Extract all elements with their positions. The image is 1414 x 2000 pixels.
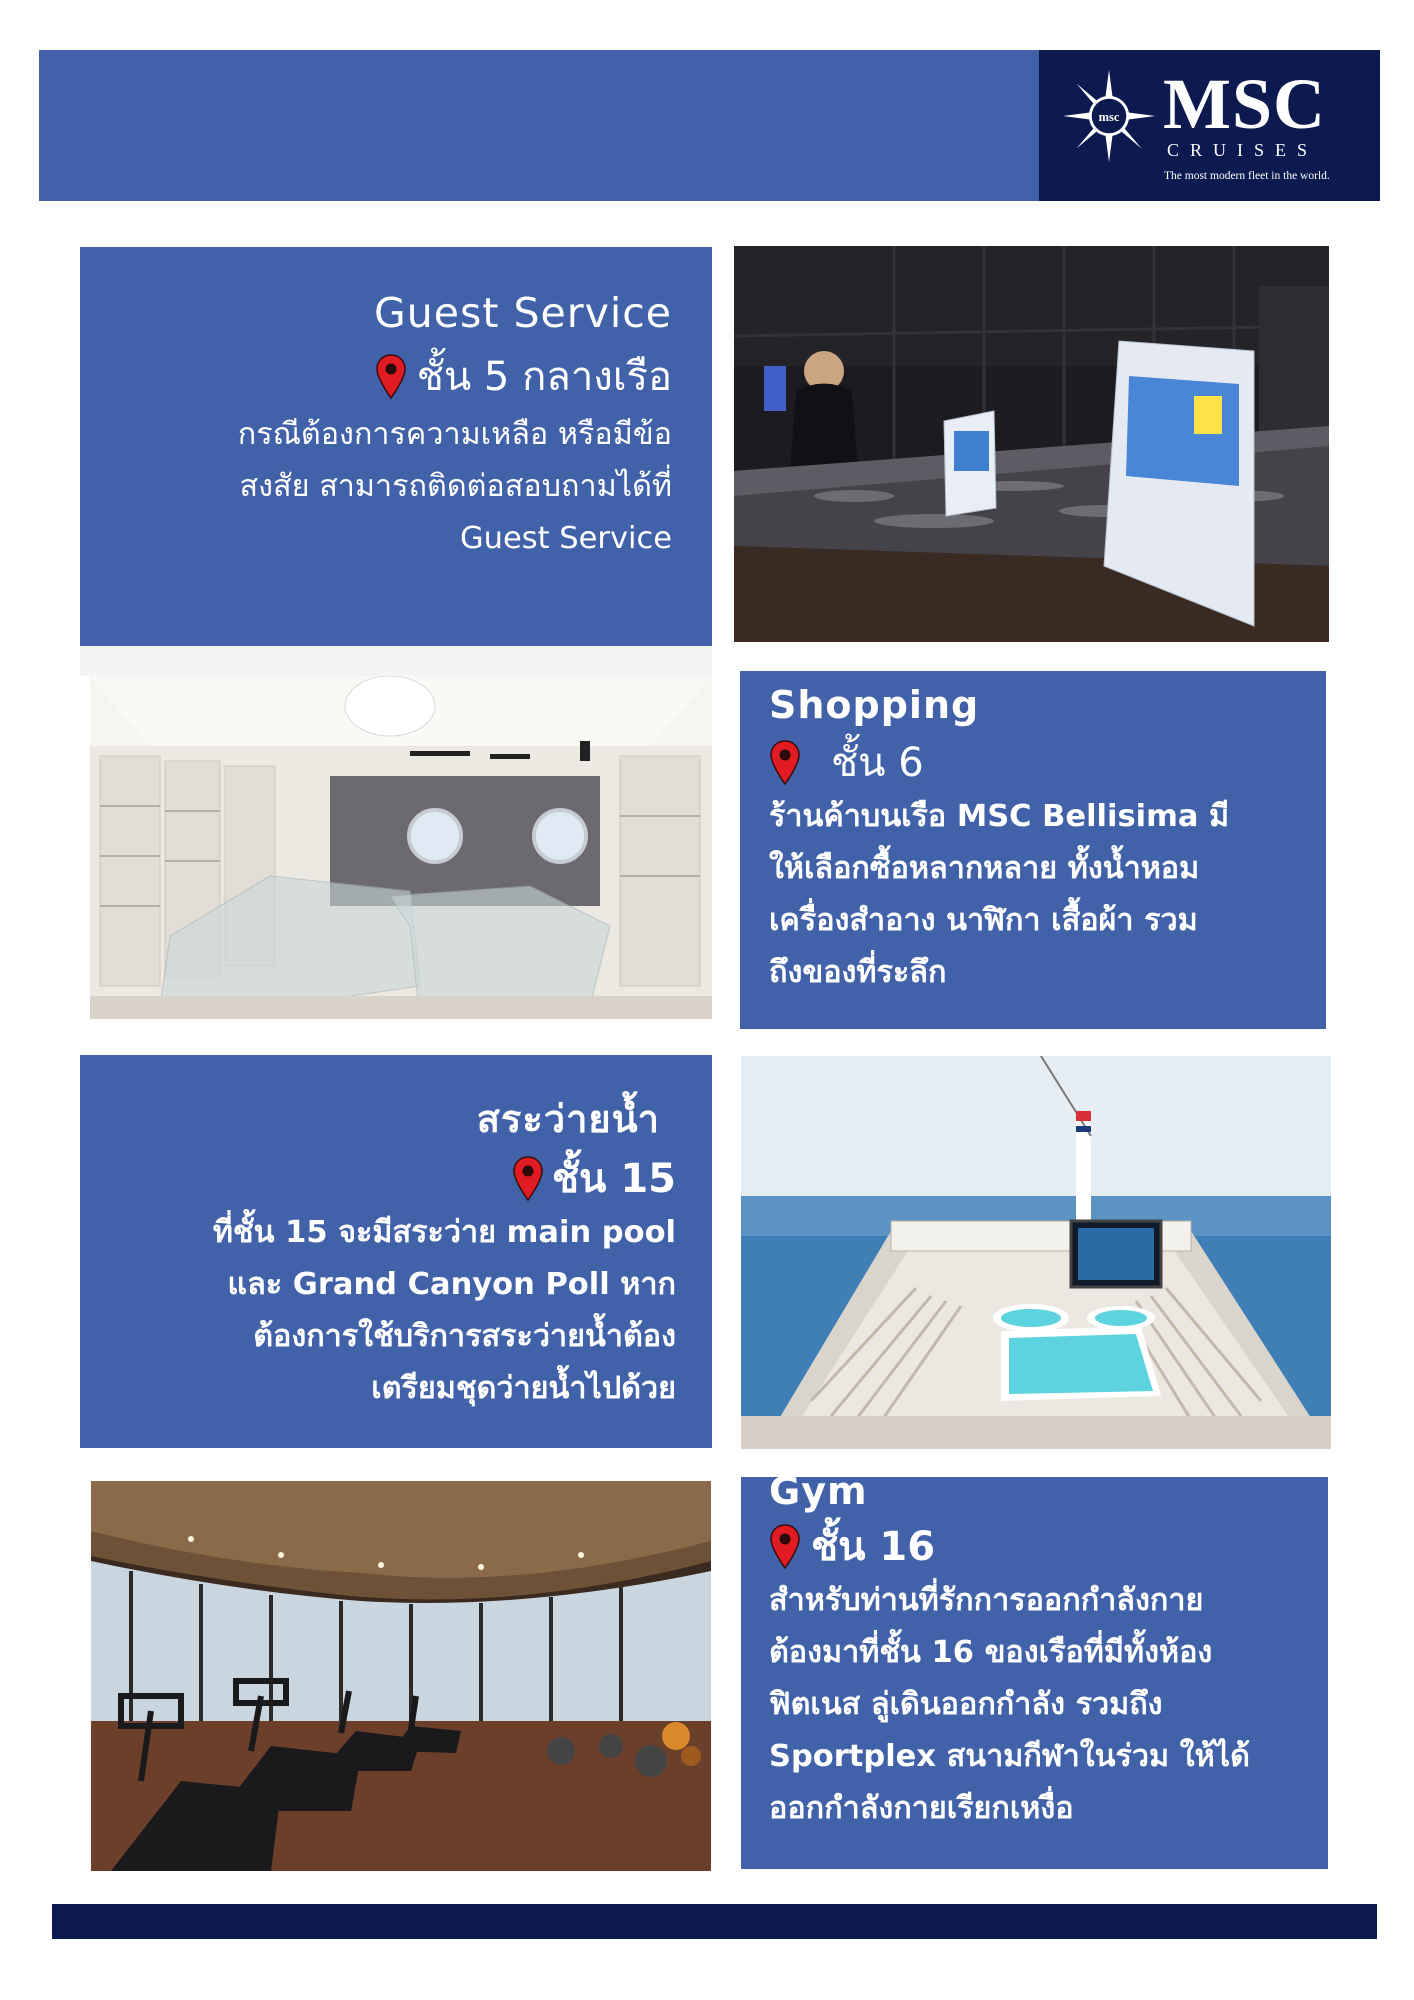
pool-card	[80, 1055, 712, 1448]
shopping-title: Shopping	[769, 683, 980, 727]
emblem-text: msc	[1098, 109, 1120, 124]
msc-compass-emblem-icon	[1061, 68, 1157, 164]
brand-tagline: The most modern fleet in the world.	[1164, 170, 1330, 182]
guest-service-line-3: Guest Service	[460, 521, 672, 556]
brand-subtitle: CRUISES	[1167, 140, 1319, 160]
guest-service-title: Guest Service	[374, 289, 672, 337]
header-bar	[39, 50, 1044, 201]
pool-line-1: ที่ชั้น 15 จะมีสระว่าย main pool	[212, 1215, 676, 1250]
pool-floor-text: ชั้น 15	[551, 1156, 676, 1202]
shopping-floor	[769, 735, 1296, 791]
location-pin-icon	[769, 740, 801, 786]
gym-line-3: ฟิตเนส ลู่เดินออกกำลัง รวมถึง	[769, 1687, 1163, 1722]
gym-card	[741, 1469, 1328, 1869]
gym-line-4: Sportplex สนามกีฬาในร่วม ให้ได้	[769, 1739, 1250, 1774]
guest-service-photo	[734, 246, 1329, 642]
gym-line-5: ออกกำลังกายเรียกเหงื่อ	[769, 1791, 1074, 1826]
pool-floor	[116, 1151, 676, 1207]
shopping-line-2: ให้เลือกซื้อหลากหลาย ทั้งน้ำหอม	[769, 851, 1200, 886]
location-pin-icon	[769, 1524, 801, 1570]
location-pin-icon	[512, 1156, 544, 1202]
gym-photo	[91, 1481, 711, 1871]
shopping-line-1: ร้านค้าบนเรือ MSC Bellisima มี	[769, 799, 1230, 834]
pool-line-2: และ Grand Canyon Poll หาก	[227, 1267, 676, 1302]
shopping-photo	[90, 676, 712, 1019]
guest-service-line-2: สงสัย สามารถติดต่อสอบถามได้ที่	[239, 469, 672, 504]
guest-service-line-1: กรณีต้องการความเหลือ หรือมีข้อ	[237, 417, 672, 452]
guest-service-card	[80, 247, 712, 646]
gym-title: Gym	[769, 1469, 868, 1513]
guest-service-floor	[120, 349, 672, 405]
pool-line-3: ต้องการใช้บริการสระว่ายน้ำต้อง	[253, 1319, 676, 1354]
gym-floor	[769, 1519, 1302, 1575]
gym-line-1: สำหรับท่านที่รักการออกกำลังกาย	[769, 1583, 1204, 1618]
msc-logo	[1039, 50, 1380, 201]
location-pin-icon	[375, 354, 407, 400]
shopping-floor-text: ชั้น 6	[831, 740, 924, 786]
gym-floor-text: ชั้น 16	[811, 1524, 936, 1570]
guest-service-floor-text: ชั้น 5 กลางเรือ	[416, 354, 672, 400]
pool-photo	[741, 1056, 1331, 1449]
shopping-line-4: ถึงของที่ระลึก	[769, 955, 947, 990]
footer-bar	[52, 1904, 1377, 1939]
pool-title: สระว่ายน้ำ	[476, 1097, 660, 1141]
divider-strip	[80, 646, 712, 676]
shopping-card	[740, 671, 1326, 1029]
pool-line-4: เตรียมชุดว่ายน้ำไปด้วย	[371, 1371, 676, 1406]
brand-name: MSC	[1163, 64, 1326, 144]
shopping-line-3: เครื่องสำอาง นาฬิกา เสื้อผ้า รวม	[769, 903, 1198, 938]
gym-line-2: ต้องมาที่ชั้น 16 ของเรือที่มีทั้งห้อง	[769, 1635, 1213, 1670]
